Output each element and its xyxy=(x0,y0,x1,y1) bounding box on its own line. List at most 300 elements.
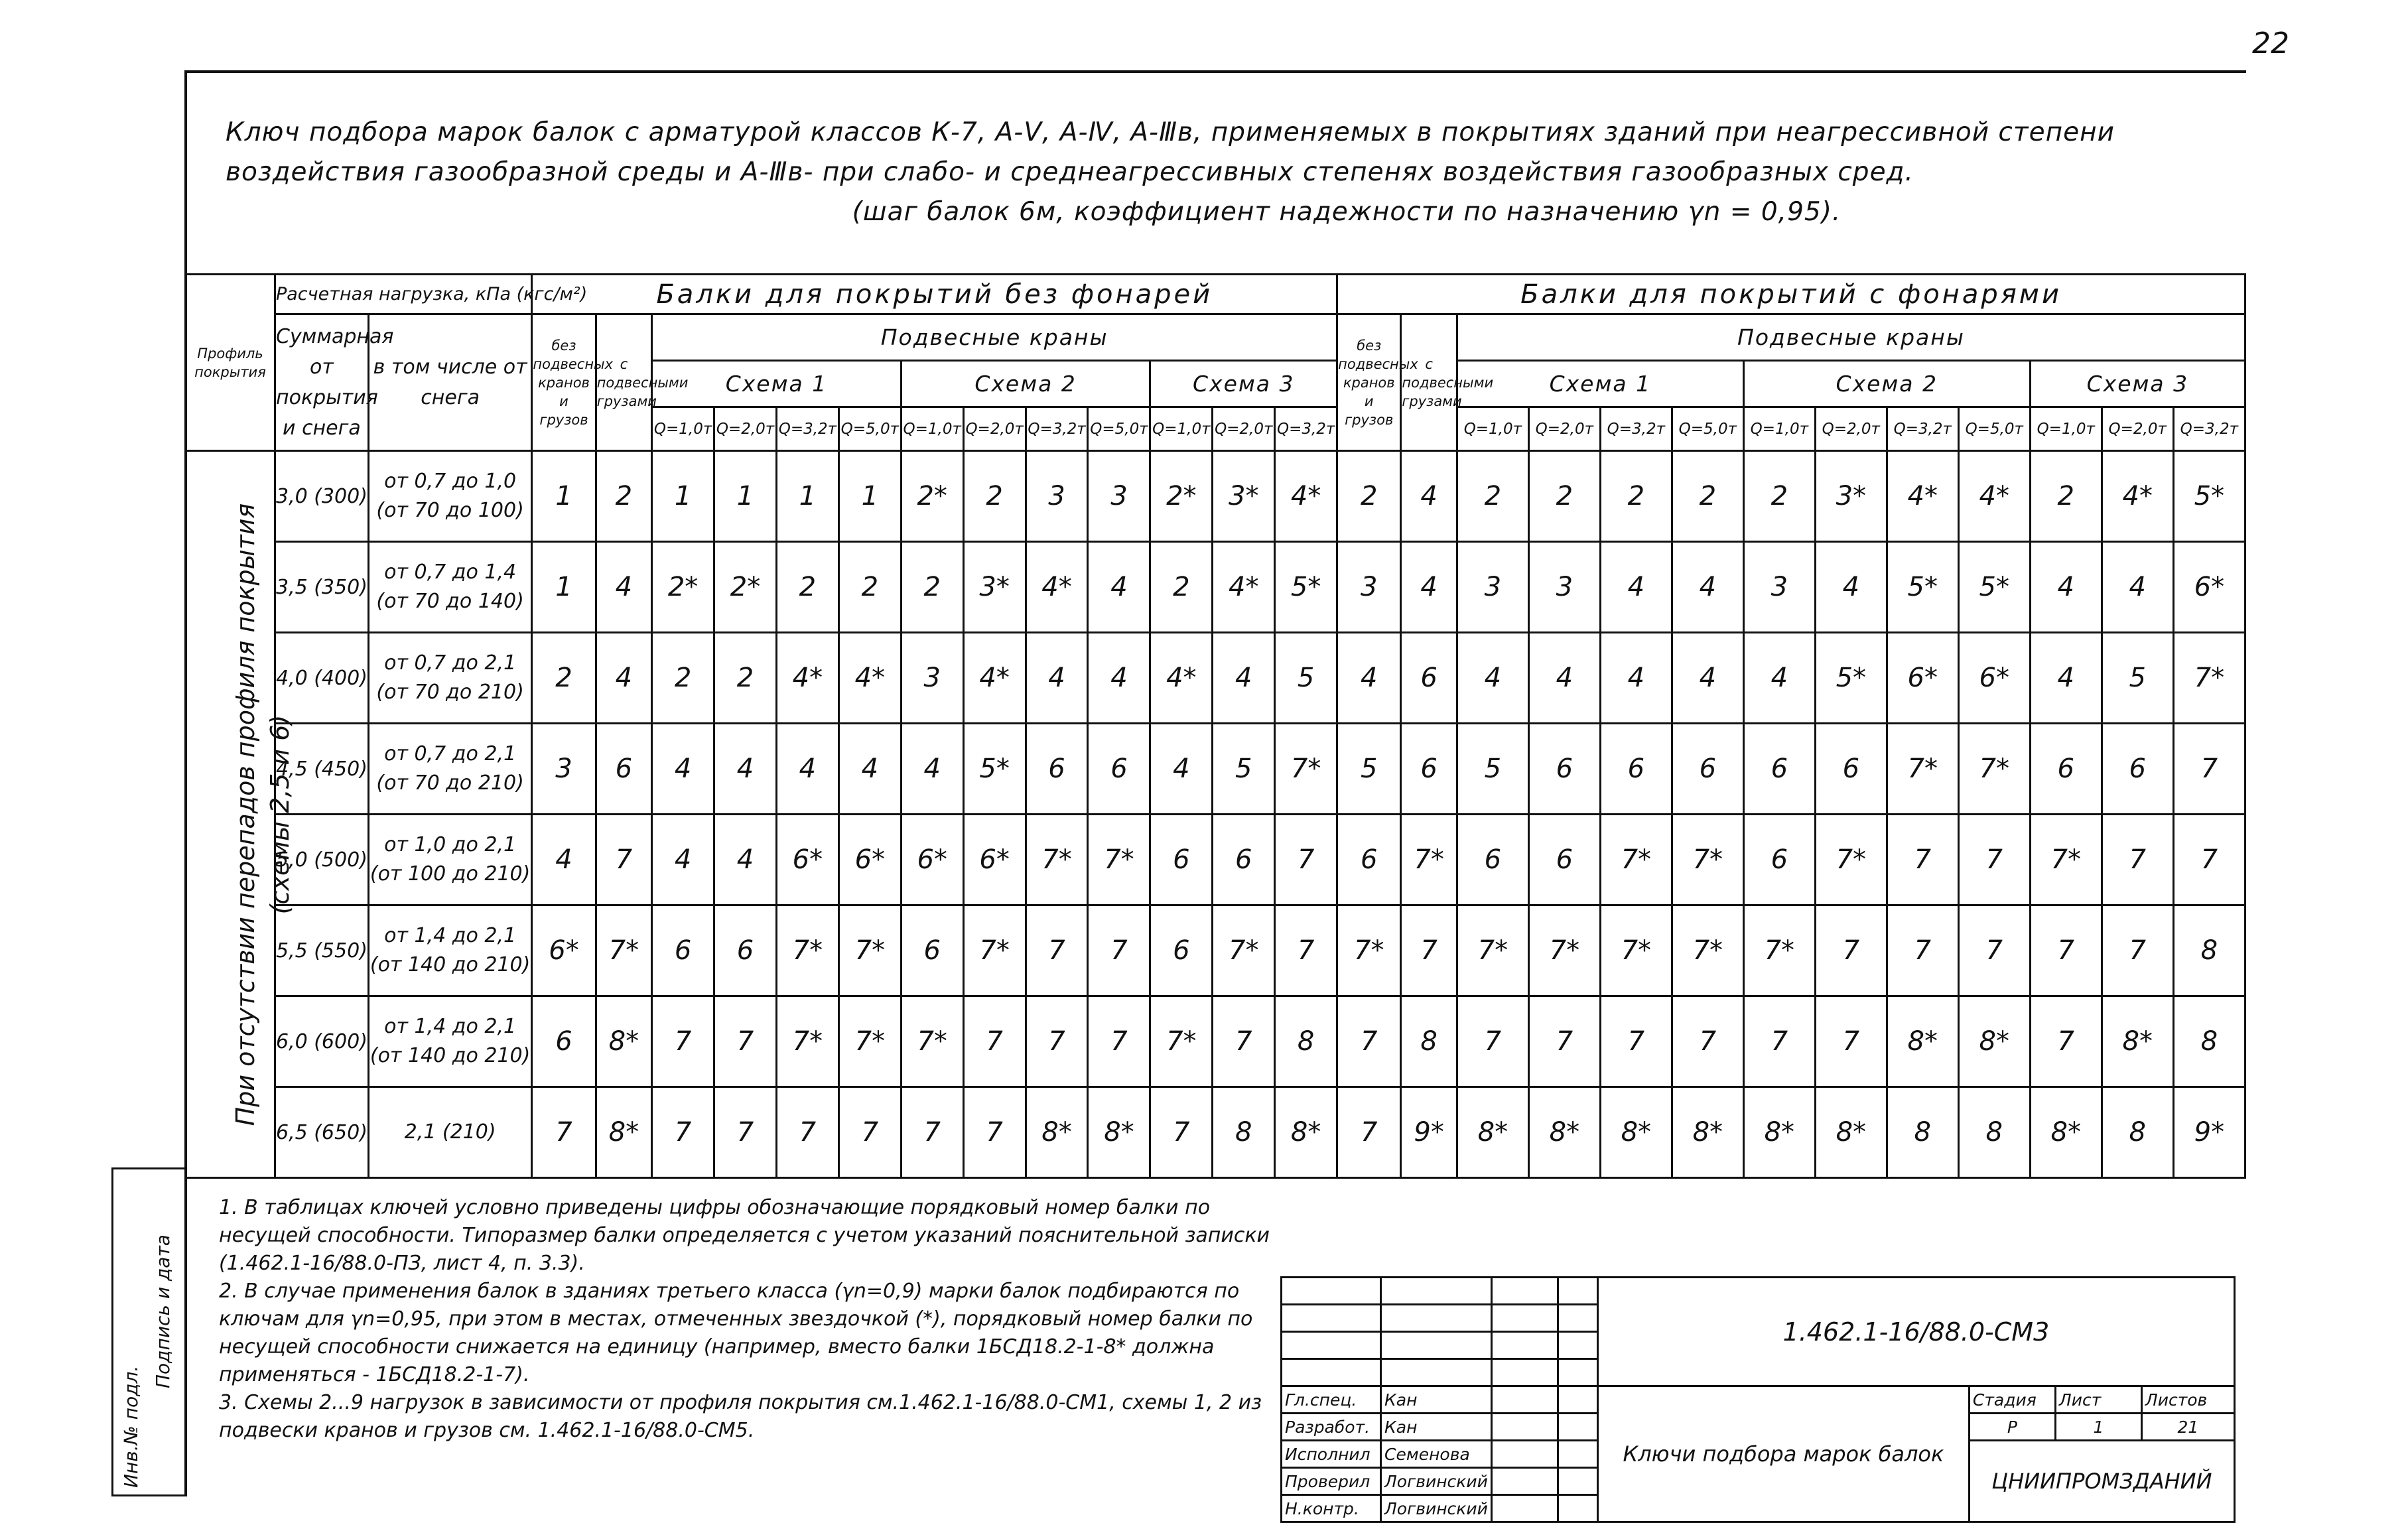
beam-number-cell: 7 xyxy=(1026,996,1088,1087)
beam-number-cell: 8* xyxy=(1672,1087,1743,1178)
beam-number-cell: 8* xyxy=(1743,1087,1815,1178)
beam-number-cell: 7 xyxy=(963,996,1026,1087)
beam-number-cell: 6 xyxy=(1743,724,1815,815)
beam-number-cell: 2* xyxy=(652,542,714,633)
profile-cell xyxy=(186,451,295,1178)
beam-number-cell: 7 xyxy=(1088,905,1150,996)
beam-number-cell: 1 xyxy=(776,451,838,542)
beam-number-cell: 5 xyxy=(1337,724,1401,815)
role: Разработ. xyxy=(1282,1414,1381,1441)
beam-number-cell: 8 xyxy=(2173,905,2245,996)
beam-number-cell: 7* xyxy=(1600,815,1672,905)
header-no-lantern: Балки для покрытий без фонарей xyxy=(532,275,1337,314)
beam-number-cell: 4* xyxy=(2102,451,2173,542)
beam-number-cell: 7 xyxy=(714,1087,777,1178)
beam-number-cell: 8* xyxy=(1600,1087,1672,1178)
beam-number-cell: 8* xyxy=(1275,1087,1337,1178)
sheets-label: Листов xyxy=(2141,1386,2234,1414)
beam-number-cell: 7 xyxy=(714,996,777,1087)
beam-number-cell: 4 xyxy=(838,724,901,815)
profile-label: При отсутствии перепадов профиля покрытия (схемы 2,5 и 6) xyxy=(231,503,295,1126)
q-cell: Q=5,0т xyxy=(1088,407,1150,451)
beam-number-cell: 7 xyxy=(838,1087,901,1178)
sheet-label: Лист xyxy=(2055,1386,2141,1414)
q-cell: Q=5,0т xyxy=(1672,407,1743,451)
beam-number-cell: 2* xyxy=(714,542,777,633)
beam-number-cell: 4 xyxy=(1088,633,1150,724)
beam-number-cell: 8 xyxy=(1275,996,1337,1087)
organization: ЦНИИПРОМЗДАНИЙ xyxy=(1969,1441,2234,1522)
beam-number-cell: 2 xyxy=(838,542,901,633)
beam-number-cell: 5* xyxy=(1275,542,1337,633)
beam-number-cell: 6 xyxy=(1150,905,1213,996)
beam-number-cell: 1 xyxy=(714,451,777,542)
beam-number-cell: 8 xyxy=(1958,1087,2030,1178)
beam-number-cell: 7 xyxy=(1528,996,1600,1087)
title-line-3: (шаг балок 6м, коэффициент надежности по назначению γn = 0,95). xyxy=(852,197,1841,227)
stage-value: Р xyxy=(1969,1414,2055,1441)
beam-number-cell: 8* xyxy=(1026,1087,1088,1178)
table-row xyxy=(186,542,2245,633)
beam-number-cell: 4 xyxy=(1457,633,1528,724)
q-cell: Q=3,2т xyxy=(1600,407,1672,451)
beam-number-cell: 7 xyxy=(1213,996,1275,1087)
beam-number-cell: 8* xyxy=(1457,1087,1528,1178)
beam-number-cell: 5* xyxy=(1958,542,2030,633)
snow-cell xyxy=(368,451,532,542)
beam-number-cell: 6 xyxy=(1815,724,1887,815)
beam-number-cell: 7 xyxy=(1337,1087,1401,1178)
load-cell: 6,5 (650) xyxy=(275,1087,368,1178)
beam-number-cell: 7* xyxy=(1026,815,1088,905)
beam-number-cell: 4 xyxy=(2030,633,2102,724)
header-cranes-2: Подвесные краны xyxy=(1457,314,2245,361)
beam-number-cell: 7* xyxy=(596,905,652,996)
beam-number-cell: 7* xyxy=(1213,905,1275,996)
beam-number-cell: 6 xyxy=(1672,724,1743,815)
beam-number-cell: 8* xyxy=(596,1087,652,1178)
beam-number-cell: 3 xyxy=(1088,451,1150,542)
beam-number-cell: 2 xyxy=(1528,451,1600,542)
beam-number-cell: 4* xyxy=(1026,542,1088,633)
sheet-title-cell: Ключи подбора марок балок xyxy=(1597,1386,1969,1522)
beam-number-cell: 8* xyxy=(2030,1087,2102,1178)
beam-number-cell: 6* xyxy=(963,815,1026,905)
beam-number-cell: 7* xyxy=(1150,996,1213,1087)
role-name: Логвинский xyxy=(1381,1495,1492,1522)
beam-key-table xyxy=(184,273,2246,1179)
beam-number-cell: 2 xyxy=(2030,451,2102,542)
beam-number-cell: 6* xyxy=(1958,633,2030,724)
beam-number-cell: 6 xyxy=(2102,724,2173,815)
beam-number-cell: 3 xyxy=(1528,542,1600,633)
snow-range: от 0,7 до 1,0 xyxy=(384,470,517,493)
q-cell: Q=3,2т xyxy=(776,407,838,451)
beam-number-cell: 6 xyxy=(532,996,596,1087)
beam-number-cell: 7 xyxy=(652,996,714,1087)
beam-number-cell: 7 xyxy=(2030,905,2102,996)
load-cell: 3,0 (300) xyxy=(275,451,368,542)
beam-number-cell: 2 xyxy=(596,451,652,542)
beam-number-cell: 7* xyxy=(2030,815,2102,905)
load-cell: 5,5 (550) xyxy=(275,905,368,996)
beam-number-cell: 6 xyxy=(652,905,714,996)
beam-number-cell: 4 xyxy=(901,724,963,815)
beam-number-cell: 6 xyxy=(1088,724,1150,815)
beam-number-cell: 6* xyxy=(1887,633,1958,724)
beam-number-cell: 3* xyxy=(1815,451,1887,542)
beam-number-cell: 2 xyxy=(776,542,838,633)
beam-number-cell: 5 xyxy=(1213,724,1275,815)
role: Гл.спец. xyxy=(1282,1386,1381,1414)
beam-number-cell: 1 xyxy=(532,451,596,542)
beam-number-cell: 4 xyxy=(596,542,652,633)
beam-number-cell: 7* xyxy=(1600,905,1672,996)
beam-number-cell: 7 xyxy=(1815,905,1887,996)
beam-number-cell: 7* xyxy=(1528,905,1600,996)
beam-number-cell: 3 xyxy=(901,633,963,724)
beam-number-cell: 7 xyxy=(1887,905,1958,996)
beam-number-cell: 2 xyxy=(652,633,714,724)
beam-number-cell: 7 xyxy=(1958,815,2030,905)
beam-number-cell: 7 xyxy=(1672,996,1743,1087)
beam-number-cell: 7 xyxy=(1088,996,1150,1087)
beam-number-cell: 4 xyxy=(1815,542,1887,633)
beam-number-cell: 8* xyxy=(1958,996,2030,1087)
snow-cell xyxy=(368,724,532,815)
header-scheme2-a: Схема 2 xyxy=(901,361,1150,407)
q-cell: Q=3,2т xyxy=(1275,407,1337,451)
snow-range-kgs: (от 140 до 210) xyxy=(369,953,531,976)
q-cell: Q=1,0т xyxy=(1743,407,1815,451)
beam-number-cell: 4 xyxy=(1600,633,1672,724)
beam-number-cell: 2* xyxy=(1150,451,1213,542)
beam-number-cell: 7 xyxy=(532,1087,596,1178)
beam-number-cell: 4 xyxy=(1026,633,1088,724)
beam-number-cell: 7 xyxy=(776,1087,838,1178)
role: Исполнил xyxy=(1282,1441,1381,1468)
beam-number-cell: 7 xyxy=(652,1087,714,1178)
beam-number-cell: 4* xyxy=(963,633,1026,724)
role-name: Кан xyxy=(1381,1386,1492,1414)
header-with-lantern: Балки для покрытий с фонарями xyxy=(1337,275,2245,314)
table-row xyxy=(186,996,2245,1087)
header-scheme1-a: Схема 1 xyxy=(652,361,902,407)
beam-number-cell: 3 xyxy=(1026,451,1088,542)
beam-number-cell: 3* xyxy=(1213,451,1275,542)
beam-number-cell: 7* xyxy=(1275,724,1337,815)
title-line-1: Ключ подбора марок балок с арматурой классов К-7, А-Ⅴ, А-Ⅳ, А-Ⅲв, применяемых в покрытиях зданий при неагрессивной степени xyxy=(226,117,2115,147)
load-cell: 4,0 (400) xyxy=(275,633,368,724)
beam-number-cell: 4* xyxy=(1150,633,1213,724)
table-row xyxy=(186,815,2245,905)
beam-number-cell: 4 xyxy=(714,724,777,815)
beam-number-cell: 6 xyxy=(1743,815,1815,905)
beam-number-cell: 4 xyxy=(652,724,714,815)
beam-number-cell: 7 xyxy=(2173,724,2245,815)
beam-number-cell: 4 xyxy=(1401,451,1457,542)
q-cell: Q=2,0т xyxy=(1815,407,1887,451)
beam-number-cell: 5 xyxy=(1275,633,1337,724)
q-cell: Q=1,0т xyxy=(901,407,963,451)
beam-number-cell: 4 xyxy=(1672,542,1743,633)
sheet-value: 1 xyxy=(2055,1414,2141,1441)
beam-number-cell: 4* xyxy=(776,633,838,724)
beam-number-cell: 2 xyxy=(1672,451,1743,542)
q-cell: Q=2,0т xyxy=(714,407,777,451)
table-row xyxy=(186,905,2245,996)
beam-number-cell: 7 xyxy=(2102,905,2173,996)
beam-number-cell: 5* xyxy=(963,724,1026,815)
header-total: Суммарная от покрытия и снега xyxy=(275,314,368,451)
beam-number-cell: 6 xyxy=(1401,633,1457,724)
beam-number-cell: 4 xyxy=(1150,724,1213,815)
snow-range-kgs: (от 100 до 210) xyxy=(369,862,531,886)
beam-number-cell: 8* xyxy=(1887,996,1958,1087)
beam-number-cell: 2 xyxy=(1457,451,1528,542)
beam-number-cell: 7* xyxy=(1672,905,1743,996)
beam-number-cell: 7* xyxy=(1401,815,1457,905)
stage-label: Стадия xyxy=(1969,1386,2055,1414)
header-scheme3-a: Схема 3 xyxy=(1150,361,1337,407)
beam-number-cell: 4 xyxy=(1672,633,1743,724)
beam-number-cell: 1 xyxy=(838,451,901,542)
beam-number-cell: 6 xyxy=(1528,815,1600,905)
beam-number-cell: 4* xyxy=(838,633,901,724)
snow-cell xyxy=(368,542,532,633)
beam-number-cell: 7 xyxy=(901,1087,963,1178)
snow-range-kgs: (от 70 до 210) xyxy=(376,681,524,704)
q-cell: Q=2,0т xyxy=(2102,407,2173,451)
beam-number-cell: 6 xyxy=(1337,815,1401,905)
table-row xyxy=(186,451,2245,542)
beam-number-cell: 4 xyxy=(714,815,777,905)
snow-cell xyxy=(368,996,532,1087)
header-cranes-1: Подвесные краны xyxy=(652,314,1337,361)
beam-number-cell: 5 xyxy=(1457,724,1528,815)
beam-number-cell: 7* xyxy=(2173,633,2245,724)
beam-number-cell: 2* xyxy=(901,451,963,542)
notes xyxy=(219,1194,1307,1445)
beam-number-cell: 7 xyxy=(1600,996,1672,1087)
beam-number-cell: 5* xyxy=(2173,451,2245,542)
beam-number-cell: 7* xyxy=(1088,815,1150,905)
beam-number-cell: 4 xyxy=(1528,633,1600,724)
beam-number-cell: 6* xyxy=(901,815,963,905)
beam-number-cell: 6 xyxy=(1150,815,1213,905)
note-3: 3. Схемы 2...9 нагрузок в зависимости от профиля покрытия см.1.462.1-16/88.0-СМ1, схемы 1, 2 из подвески кранов и грузов см. 1.462.1-16/88.0-СМ5. xyxy=(219,1391,1262,1442)
q-cell: Q=2,0т xyxy=(963,407,1026,451)
beam-number-cell: 7 xyxy=(1275,905,1337,996)
page-number: 22 xyxy=(2252,27,2289,60)
beam-number-cell: 6* xyxy=(2173,542,2245,633)
title-block xyxy=(1280,1276,2236,1523)
beam-number-cell: 7 xyxy=(1887,815,1958,905)
beam-number-cell: 7* xyxy=(963,905,1026,996)
header-profile: Профиль покрытия xyxy=(186,275,275,451)
snow-range: от 1,4 до 2,1 xyxy=(384,1015,517,1038)
key-rows xyxy=(186,451,2245,1178)
beam-number-cell: 4 xyxy=(776,724,838,815)
beam-number-cell: 7* xyxy=(1457,905,1528,996)
beam-number-cell: 7* xyxy=(838,905,901,996)
beam-number-cell: 6* xyxy=(776,815,838,905)
snow-range: от 0,7 до 1,4 xyxy=(384,561,517,584)
beam-number-cell: 4 xyxy=(1600,542,1672,633)
q-cell: Q=1,0т xyxy=(1150,407,1213,451)
q-cell: Q=1,0т xyxy=(652,407,714,451)
beam-number-cell: 4 xyxy=(652,815,714,905)
beam-number-cell: 4 xyxy=(1337,633,1401,724)
beam-number-cell: 7 xyxy=(1337,996,1401,1087)
beam-number-cell: 7* xyxy=(776,996,838,1087)
note-2: 2. В случае применения балок в зданиях третьего класса (γn=0,9) марки балок подбираются по ключам для γn=0,95, при этом в местах, отмеченных звездочкой (*), порядковый номер балки по несущей способности снижается на единицу (например, вместо балки 1БСД18.2-1-8* должна применяться - 1БСД18.2-1-7). xyxy=(219,1280,1253,1386)
beam-number-cell: 2 xyxy=(532,633,596,724)
snow-range: 2,1 (210) xyxy=(404,1120,496,1144)
beam-number-cell: 8 xyxy=(1887,1087,1958,1178)
snow-range-kgs: (от 70 до 210) xyxy=(376,771,524,795)
q-cell: Q=1,0т xyxy=(1457,407,1528,451)
role: Н.контр. xyxy=(1282,1495,1381,1522)
beam-number-cell: 5* xyxy=(1815,633,1887,724)
snow-cell xyxy=(368,815,532,905)
q-cell: Q=2,0т xyxy=(1528,407,1600,451)
beam-number-cell: 6 xyxy=(1457,815,1528,905)
beam-number-cell: 7 xyxy=(1815,996,1887,1087)
header-scheme1-b: Схема 1 xyxy=(1457,361,1743,407)
beam-number-cell: 8* xyxy=(596,996,652,1087)
beam-number-cell: 7 xyxy=(1958,905,2030,996)
beam-number-cell: 7 xyxy=(1743,996,1815,1087)
snow-range-kgs: (от 70 до 140) xyxy=(376,590,524,613)
beam-number-cell: 6* xyxy=(532,905,596,996)
doc-code: 1.462.1-16/88.0-СМ3 xyxy=(1597,1278,2234,1386)
q-cell: Q=2,0т xyxy=(1213,407,1275,451)
beam-number-cell: 4 xyxy=(2030,542,2102,633)
beam-number-cell: 7* xyxy=(776,905,838,996)
side-inv-label: Инв.№ подл. xyxy=(120,1365,142,1488)
side-sign-label: Подпись и дата xyxy=(152,1234,174,1388)
beam-number-cell: 4* xyxy=(1958,451,2030,542)
beam-number-cell: 2 xyxy=(1743,451,1815,542)
beam-number-cell: 8 xyxy=(2102,1087,2173,1178)
beam-number-cell: 2 xyxy=(1150,542,1213,633)
sheet-title xyxy=(226,113,2216,232)
role-name: Кан xyxy=(1381,1414,1492,1441)
beam-number-cell: 4* xyxy=(1887,451,1958,542)
beam-number-cell: 6* xyxy=(838,815,901,905)
snow-range-kgs: (от 70 до 100) xyxy=(376,499,524,522)
note-1: 1. В таблицах ключей условно приведены цифры обозначающие порядковый номер балки по несущей способности. Типоразмер балки определяется с учетом указаний пояснительной записки (1.462.1-16/88.0-ПЗ, лист 4, п. 3.3). xyxy=(219,1196,1270,1275)
snow-range: от 1,0 до 2,1 xyxy=(384,833,517,856)
side-stamp xyxy=(111,1167,184,1496)
snow-range: от 0,7 до 2,1 xyxy=(384,651,517,675)
beam-number-cell: 7* xyxy=(838,996,901,1087)
beam-number-cell: 6 xyxy=(2030,724,2102,815)
beam-number-cell: 8 xyxy=(1213,1087,1275,1178)
table-row xyxy=(186,724,2245,815)
beam-number-cell: 5 xyxy=(2102,633,2173,724)
beam-number-cell: 2 xyxy=(714,633,777,724)
q-cell: Q=3,2т xyxy=(2173,407,2245,451)
beam-number-cell: 3 xyxy=(1743,542,1815,633)
header-scheme3-b: Схема 3 xyxy=(2030,361,2245,407)
beam-number-cell: 9* xyxy=(2173,1087,2245,1178)
beam-number-cell: 7 xyxy=(2173,815,2245,905)
beam-number-cell: 6 xyxy=(596,724,652,815)
title-line-2: воздействия газообразной среды и А-Ⅲв- при слабо- и среднеагрессивных степенях воздействия газообразных сред. xyxy=(226,157,1914,187)
q-cell: Q=5,0т xyxy=(1958,407,2030,451)
header-no-cranes-1: без подвесных кранов и грузов xyxy=(532,314,596,451)
beam-number-cell: 6 xyxy=(901,905,963,996)
beam-number-cell: 8* xyxy=(1815,1087,1887,1178)
snow-range: от 1,4 до 2,1 xyxy=(384,924,517,947)
snow-cell xyxy=(368,633,532,724)
table-row xyxy=(186,1087,2245,1178)
beam-number-cell: 9* xyxy=(1401,1087,1457,1178)
load-cell: 6,0 (600) xyxy=(275,996,368,1087)
beam-number-cell: 7 xyxy=(1401,905,1457,996)
beam-number-cell: 5* xyxy=(1887,542,1958,633)
beam-number-cell: 7 xyxy=(1457,996,1528,1087)
role-name: Семенова xyxy=(1381,1441,1492,1468)
beam-number-cell: 8* xyxy=(1528,1087,1600,1178)
beam-number-cell: 6 xyxy=(1401,724,1457,815)
q-cell: Q=1,0т xyxy=(2030,407,2102,451)
beam-number-cell: 2 xyxy=(901,542,963,633)
beam-number-cell: 1 xyxy=(652,451,714,542)
beam-number-cell: 6 xyxy=(714,905,777,996)
q-cell: Q=3,2т xyxy=(1026,407,1088,451)
beam-number-cell: 4 xyxy=(596,633,652,724)
beam-number-cell: 6 xyxy=(1600,724,1672,815)
snow-range-kgs: (от 140 до 210) xyxy=(369,1044,531,1067)
beam-number-cell: 1 xyxy=(532,542,596,633)
beam-number-cell: 7* xyxy=(1672,815,1743,905)
beam-number-cell: 7 xyxy=(1275,815,1337,905)
beam-number-cell: 4 xyxy=(2102,542,2173,633)
beam-number-cell: 3* xyxy=(963,542,1026,633)
beam-number-cell: 6 xyxy=(1026,724,1088,815)
beam-number-cell: 8* xyxy=(2102,996,2173,1087)
snow-range: от 0,7 до 2,1 xyxy=(384,742,517,765)
beam-number-cell: 3 xyxy=(1457,542,1528,633)
load-cell: 5,0 (500) xyxy=(275,815,368,905)
q-cell: Q=5,0т xyxy=(838,407,901,451)
table-row xyxy=(186,633,2245,724)
header-loads: Расчетная нагрузка, кПа (кгс/м²) xyxy=(275,275,531,314)
beam-number-cell: 7* xyxy=(1958,724,2030,815)
beam-number-cell: 8 xyxy=(1401,996,1457,1087)
beam-number-cell: 7 xyxy=(596,815,652,905)
beam-number-cell: 6 xyxy=(1528,724,1600,815)
beam-number-cell: 7 xyxy=(1026,905,1088,996)
beam-number-cell: 6 xyxy=(1213,815,1275,905)
beam-number-cell: 3 xyxy=(532,724,596,815)
snow-cell xyxy=(368,1087,532,1178)
header-with-cargo-1: с подвесными грузами xyxy=(596,314,652,451)
beam-number-cell: 8 xyxy=(2173,996,2245,1087)
beam-number-cell: 7* xyxy=(901,996,963,1087)
beam-number-cell: 4 xyxy=(1088,542,1150,633)
beam-number-cell: 7 xyxy=(2102,815,2173,905)
beam-number-cell: 4* xyxy=(1275,451,1337,542)
header-with-cargo-2: с подвесными грузами xyxy=(1401,314,1457,451)
load-cell: 4,5 (450) xyxy=(275,724,368,815)
header-scheme2-b: Схема 2 xyxy=(1743,361,2030,407)
snow-cell xyxy=(368,905,532,996)
beam-number-cell: 4 xyxy=(1743,633,1815,724)
